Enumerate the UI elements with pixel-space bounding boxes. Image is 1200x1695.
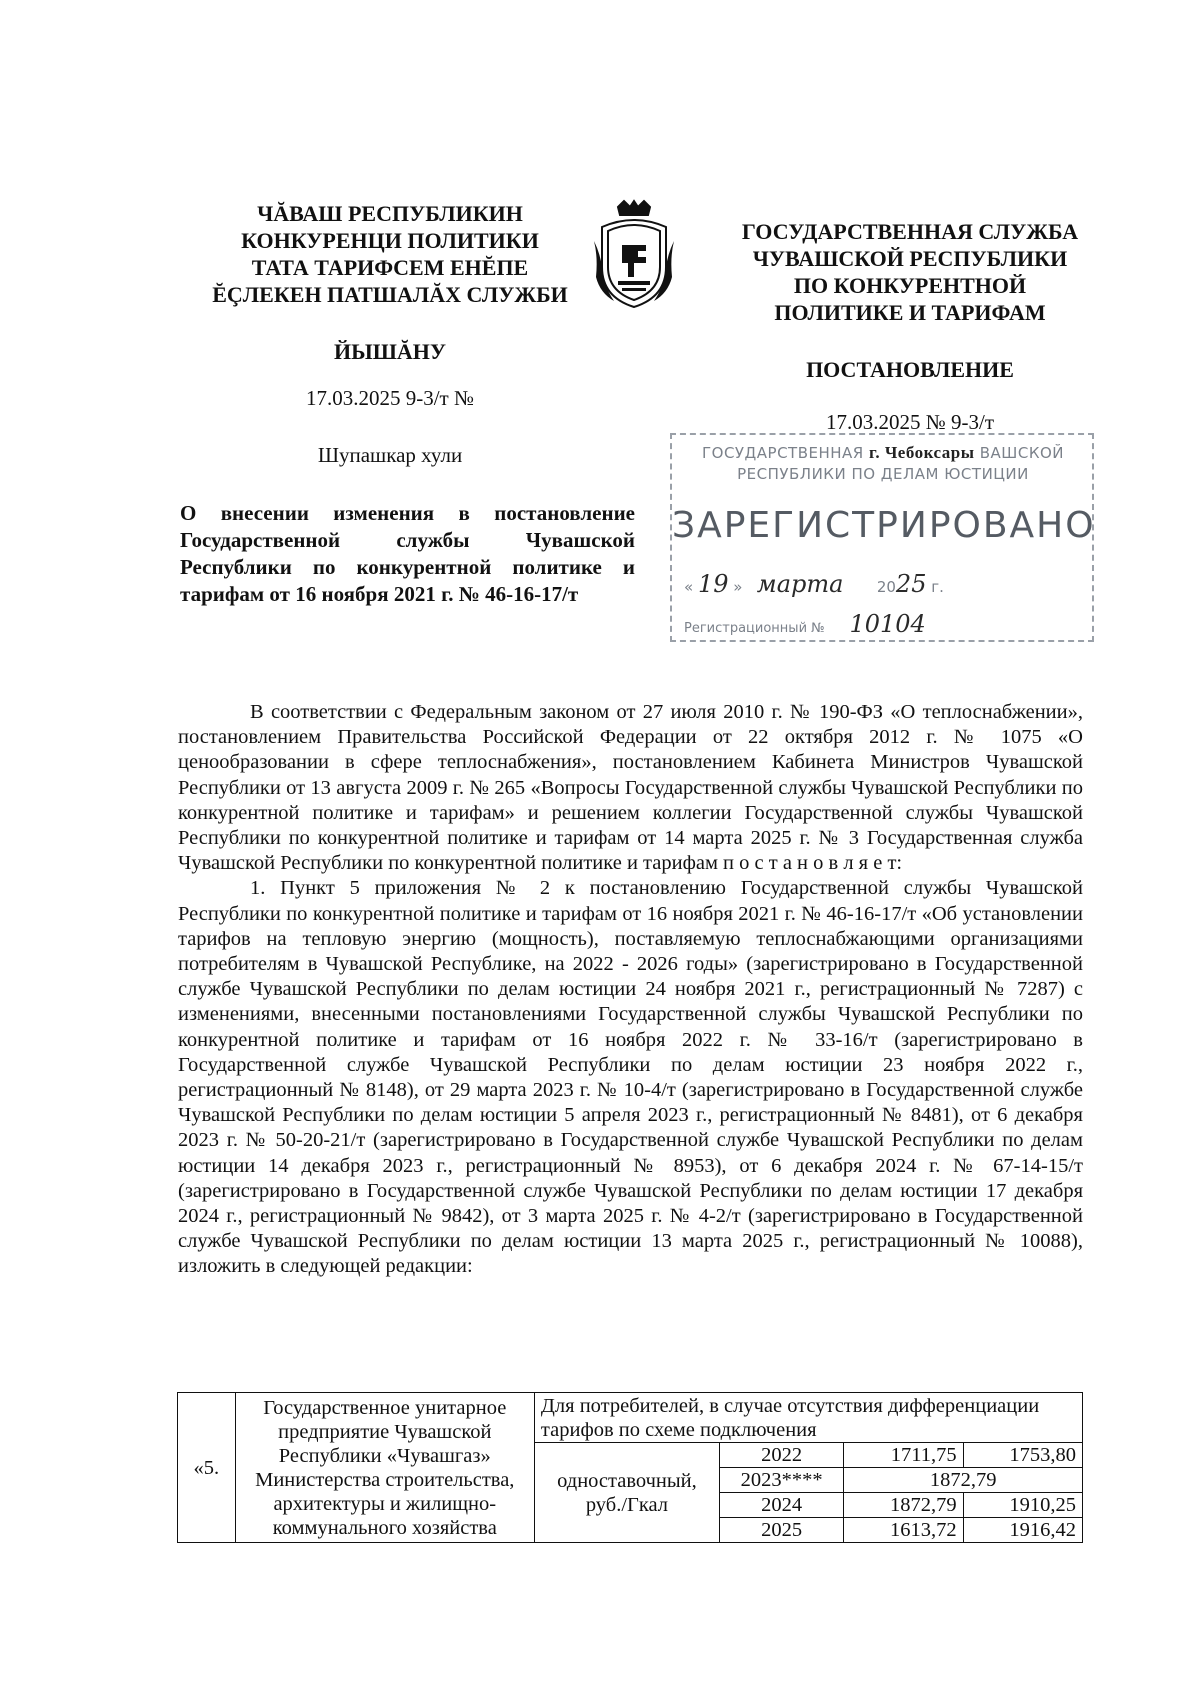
stamp-registration	[684, 610, 1084, 638]
header-left-doc-type: ЙЫШĂНУ	[333, 339, 447, 364]
header-right-line: ПОЛИТИКЕ И ТАРИФАМ	[774, 300, 1046, 325]
header-left-line: КОНКУРЕНЦИ ПОЛИТИКИ	[241, 228, 539, 253]
tariff-table	[177, 1392, 1083, 1543]
stamp-reg-number: 10104	[849, 610, 926, 638]
year-cell: 2023****	[719, 1468, 843, 1493]
stamp-date	[684, 570, 1084, 598]
stamp-title: ЗАРЕГИСТРИРОВАНО	[672, 505, 1096, 546]
header-right-date-number: 17.03.2025 № 9-3/т	[825, 410, 995, 434]
stamp-year-suffix: 25	[895, 570, 927, 598]
value-cell: 1753,80	[963, 1443, 1082, 1468]
stamp-reg-label: Регистрационный №	[684, 621, 825, 636]
value-cell: 1711,75	[844, 1443, 963, 1468]
header-right-russian	[715, 218, 1105, 436]
value-cell-merged: 1872,79	[844, 1468, 1083, 1493]
value-cell: 1910,25	[963, 1493, 1082, 1518]
header-left-line: ĔÇЛЕКЕН ПАТШАЛĂХ СЛУЖБИ	[212, 282, 568, 307]
year-cell: 2022	[719, 1443, 843, 1468]
header-left-line: ТАТА ТАРИФСЕМ ЕНĔПЕ	[251, 255, 529, 280]
header-left-line: ЧĂВАШ РЕСПУБЛИКИН	[257, 201, 523, 226]
header-left-chuvash	[195, 200, 585, 469]
header-right-doc-type: ПОСТАНОВЛЕНИЕ	[806, 357, 1014, 382]
stamp-line-1-prefix: ГОСУДАРСТВЕННАЯ	[701, 444, 864, 462]
stamp-line-1	[678, 443, 1088, 463]
stamp-line-1-suffix: ВАШСКОЙ	[979, 444, 1064, 462]
value-cell: 1613,72	[844, 1518, 963, 1543]
stamp-month: марта	[756, 570, 844, 598]
stamp-date-mid: »	[733, 578, 743, 596]
year-cell: 2025	[719, 1518, 843, 1543]
stamp-year-prefix: 20	[876, 578, 896, 596]
stamp-date-open: «	[684, 578, 694, 596]
chuvash-coat-of-arms-icon	[588, 197, 680, 311]
header-right-line: ПО КОНКУРЕНТНОЙ	[793, 273, 1027, 298]
header-left-place: Шупашкар хули	[317, 443, 463, 467]
header-right-line: ГОСУДАРСТВЕННАЯ СЛУЖБА	[741, 219, 1079, 244]
body-paragraph-2: 1. Пункт 5 приложения № 2 к постановлению Государственной службы Чувашской Республики по конкурентной политике и тарифам от 16 ноября 2021 г. № 46-16-17/т «Об установлении тарифов на тепловую энергию (мощность), поставляемую теплоснабжающими организациями потребителям в Чувашской Республике, на 2022 - 2026 годы» (зарегистрировано в Государственной службе Чувашской Республики по делам юстиции 24 ноября 2021 г., регистрационный № 7287) с изменениями, внесенными постановлениями Государственной службы Чувашской Республики по конкурентной политике и тарифам от 16 ноября 2022 г. № 33-16/т (зарегистрировано в Государственной службе Чувашской Республики по делам юстиции 23 ноября 2022 г., регистрационный № 8148), от 29 марта 2023 г. № 10-4/т (зарегистрировано в Государственной службе Чувашской Республики по делам юстиции 5 апреля 2023 г., регистрационный № 8481), от 6 декабря 2023 г. № 50-20-21/т (зарегистрировано в Государственной службе Чувашской Республики по делам юстиции 14 декабря 2023 г., регистрационный № 8953), от 6 декабря 2024 г. № 67-14-15/т (зарегистрировано в Государственной службе Чувашской Республики по делам юстиции 17 декабря 2024 г., регистрационный № 9842), от 3 марта 2025 г. № 4-2/т (зарегистрировано в Государственной службе Чувашской Республики по делам юстиции 13 марта 2025 г., регистрационный № 10088), изложить в следующей редакции:	[178, 877, 1083, 1278]
document-body	[178, 700, 1083, 1280]
tariff-type-cell: одноставочный, руб./Гкал	[534, 1443, 719, 1543]
year-cell: 2024	[719, 1493, 843, 1518]
row-number-cell: «5.	[178, 1393, 236, 1543]
stamp-city: г. Чебоксары	[869, 443, 975, 462]
value-cell: 1872,79	[844, 1493, 963, 1518]
registration-stamp	[670, 433, 1094, 642]
stamp-year-end: г.	[931, 578, 944, 596]
stamp-line-2: РЕСПУБЛИКИ ПО ДЕЛАМ ЮСТИЦИИ	[737, 465, 1029, 483]
table-row	[178, 1393, 1083, 1418]
header-right-line: ЧУВАШСКОЙ РЕСПУБЛИКИ	[752, 246, 1068, 271]
body-paragraph-1: В соответствии с Федеральным законом от 27 июля 2010 г. № 190-ФЗ «О теплоснабжении», постановлением Правительства Российской Федерации от 22 октября 2012 г. № 1075 «О ценообразовании в сфере теплоснабжения», постановлением Кабинета Министров Чувашской Республики от 13 августа 2009 г. № 265 «Вопросы Государственной службы Чувашской Республики по конкурентной политике и тарифам» и решением коллегии Государственной службы Чувашской Республики по конкурентной политике и тарифам от 14 марта 2025 г. № 3 Государственная служба Чувашской Республики по конкурентной политике и тарифам п о с т а н о в л я е т:	[178, 701, 1083, 875]
document-subject: О внесении изменения в постановление Государственной службы Чувашской Республики по конкурентной политике и тарифам от 16 ноября 2021 г. № 46-16-17/т	[180, 501, 635, 606]
stamp-day: 19	[697, 570, 729, 598]
condition-cell: Для потребителей, в случае отсутствия дифференциации тарифов по схеме подключения	[534, 1393, 1082, 1443]
header-left-date-number: 17.03.2025 9-3/т №	[305, 386, 475, 410]
value-cell: 1916,42	[963, 1518, 1082, 1543]
organization-cell: Государственное унитарное предприятие Чувашской Республики «Чувашгаз» Министерства строительства, архитектуры и жилищно-коммунального хозяйства	[235, 1393, 534, 1543]
